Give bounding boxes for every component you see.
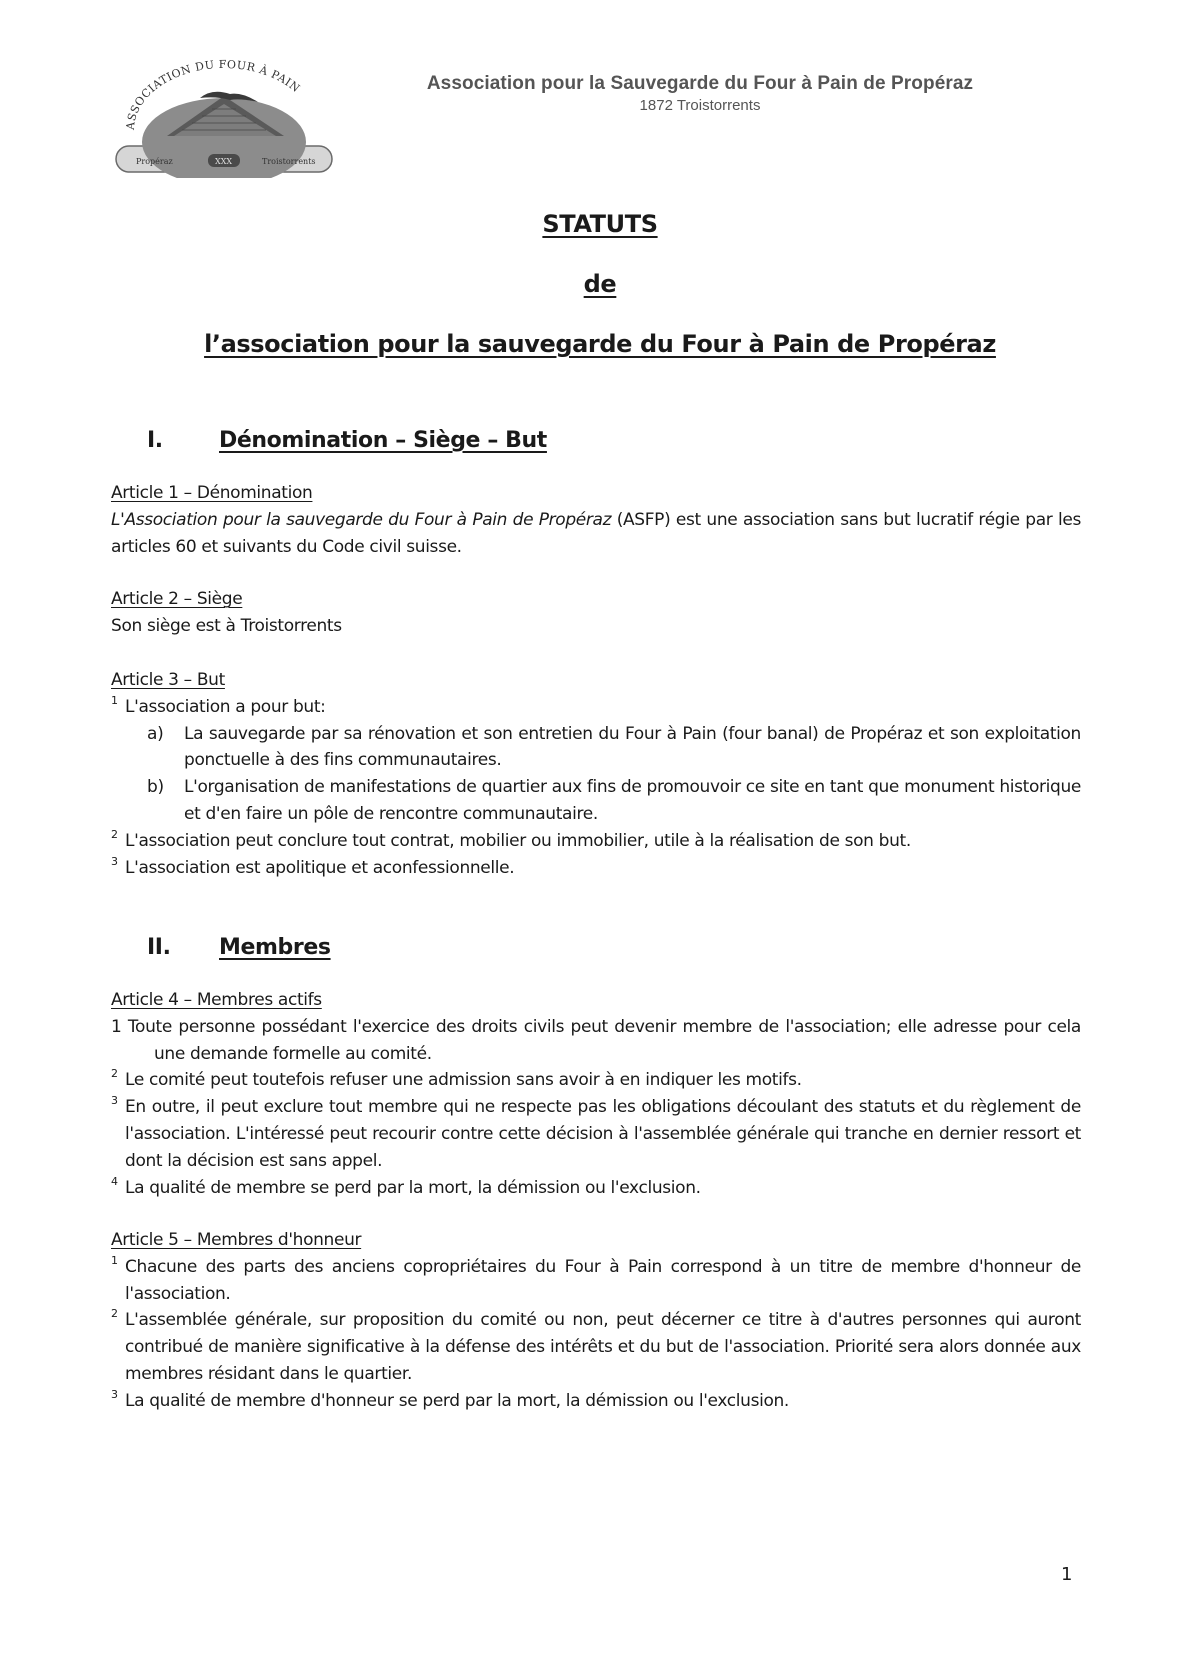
paragraph-number: 2: [111, 1067, 118, 1081]
list-marker: a): [147, 723, 164, 744]
article-1-rest: (ASFP) est une association sans but lucratif régie par les articles 60 et suivants du Code civil suisse.: [111, 509, 1081, 557]
article-title: Article 3 – But: [111, 670, 225, 690]
logo-center-label: XXX: [215, 157, 233, 166]
logo-right-label: Troistorrents: [262, 157, 316, 166]
paragraph: 1 L'association a pour but:: [111, 694, 1081, 721]
list-marker: b): [147, 777, 164, 798]
paragraph-number: 1: [111, 1253, 118, 1267]
list-item: b) L'organisation de manifestations de quartier aux fins de promouvoir ce site en tant que monument historique et d'en faire un pôle de rencontre communautaire.: [111, 774, 1081, 828]
article-3: [111, 667, 1081, 881]
article-1: [111, 480, 1081, 560]
list-item: a) La sauvegarde par sa rénovation et son entretien du Four à Pain (four banal) de Propéraz et son exploitation ponctuelle à des fins communautaires.: [111, 721, 1081, 775]
paragraph-number: 3: [111, 1387, 118, 1401]
paragraph: 3 En outre, il peut exclure tout membre qui ne respecte pas les obligations découlant des statuts et du règlement de l'association. L'intéressé peut recourir contre cette décision à l'assemblée générale qui tranche en dernier ressort et dont la décision est sans appel.: [111, 1094, 1081, 1174]
logo-ring-text: ASSOCIATION DU FOUR À PAIN: [123, 58, 303, 131]
association-logo: [112, 58, 337, 178]
paragraph-number: 3: [111, 854, 118, 868]
paragraph-number: 2: [111, 827, 118, 841]
article-title: Article 1 – Dénomination: [111, 483, 313, 503]
document-title-line1: STATUTS: [542, 210, 658, 238]
article-1-text: [111, 507, 1081, 561]
paragraph-number: 1: [111, 693, 118, 707]
paragraph: 2 L'assemblée générale, sur proposition du comité ou non, peut décerner ce titre à d'autres personnes qui auront contribué de manière significative à la défense des intérêts et du but de l'association. Priorité sera alors donnée aux membres résidant dans le quartier.: [111, 1307, 1081, 1387]
section-heading-2: [147, 935, 331, 960]
article-title: Article 5 – Membres d'honneur: [111, 1230, 362, 1250]
paragraph: 1 Toute personne possédant l'exercice des droits civils peut devenir membre de l'association; elle adresse pour cela une demande formelle au comité.: [111, 1016, 1081, 1064]
logo-left-label: Propéraz: [136, 157, 173, 166]
letterhead: [400, 72, 1000, 116]
page-number: 1: [1061, 1564, 1073, 1585]
paragraph: 3 La qualité de membre d'honneur se perd par la mort, la démission ou l'exclusion.: [111, 1388, 1081, 1415]
paragraph-number: 3: [111, 1094, 118, 1108]
section-label: Membres: [219, 935, 331, 960]
section-heading-1: [147, 428, 547, 453]
article-2: [111, 586, 1081, 640]
article-2-text: Son siège est à Troistorrents: [111, 615, 342, 636]
article-5: [111, 1227, 1081, 1415]
article-title: Article 2 – Siège: [111, 589, 243, 609]
paragraph-number: 4: [111, 1174, 118, 1188]
section-number: II.: [147, 935, 171, 960]
section-label: Dénomination – Siège – But: [219, 428, 547, 453]
paragraph: 1 Chacune des parts des anciens copropriétaires du Four à Pain correspond à un titre de membre d'honneur de l'association.: [111, 1254, 1081, 1308]
association-name: L'Association pour la sauvegarde du Four à Pain de Propéraz: [111, 509, 612, 530]
paragraph-number: 2: [111, 1307, 118, 1321]
document-title-line2: de: [583, 270, 617, 298]
document-title-line3: l’association pour la sauvegarde du Four à Pain de Propéraz: [204, 330, 996, 358]
letterhead-address: 1872 Troistorrents: [639, 97, 761, 114]
paragraph: 2 L'association peut conclure tout contrat, mobilier ou immobilier, utile à la réalisation de son but.: [111, 828, 1081, 855]
paragraph: 3 L'association est apolitique et aconfessionnelle.: [111, 855, 1081, 882]
section-number: I.: [147, 428, 163, 453]
paragraph: 2 Le comité peut toutefois refuser une admission sans avoir à en indiquer les motifs.: [111, 1067, 1081, 1094]
article-4: [111, 987, 1081, 1201]
paragraph: 4 La qualité de membre se perd par la mort, la démission ou l'exclusion.: [111, 1175, 1081, 1202]
letterhead-title: Association pour la Sauvegarde du Four à Pain de Propéraz: [426, 73, 974, 94]
article-title: Article 4 – Membres actifs: [111, 990, 322, 1010]
